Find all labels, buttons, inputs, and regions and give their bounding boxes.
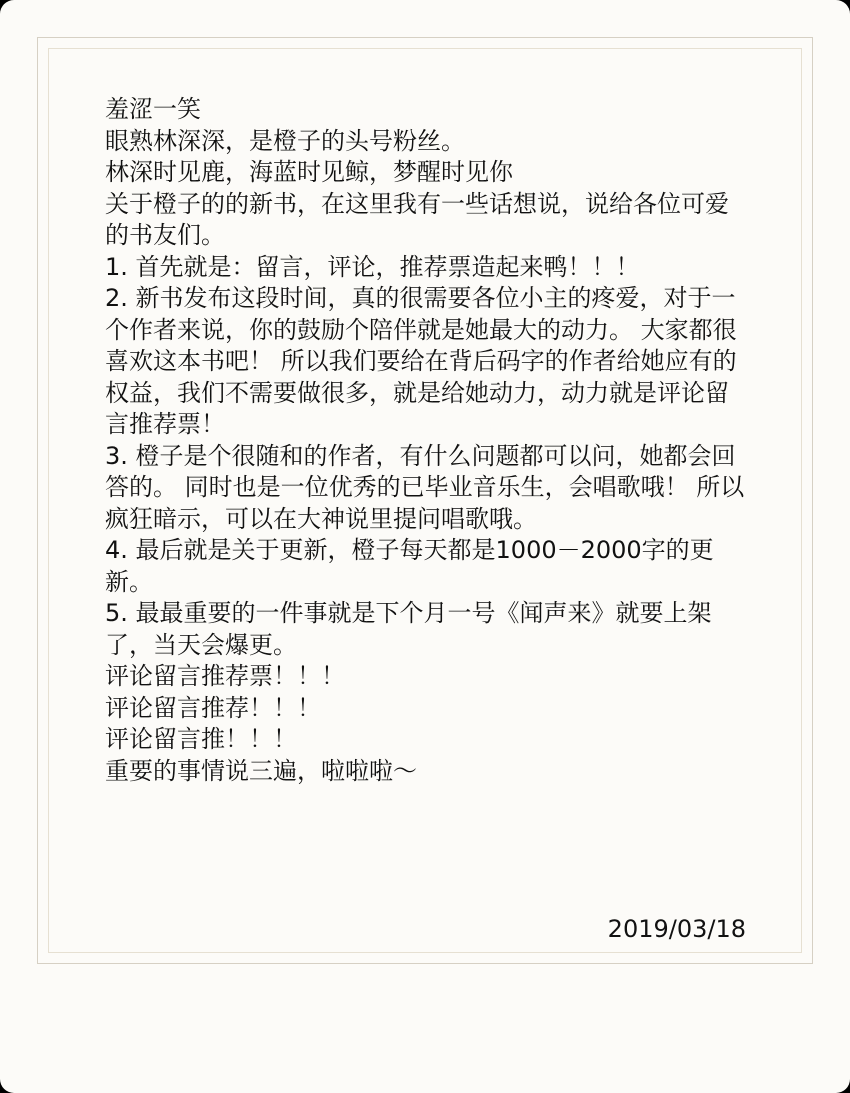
note-date: 2019/03/18 [607,915,746,943]
note-line: 重要的事情说三遍，啦啦啦～ [105,756,417,785]
note-line: 1. 首先就是：留言，评论，推荐票造起来鸭！！！ [105,252,640,281]
note-line: 关于橙子的的新书，在这里我有一些话想说，说给各位可爱的书友们。 [105,189,729,249]
note-line: 评论留言推荐！！！ [105,693,321,722]
note-line: 5. 最最重要的一件事就是下个月一号《闻声来》就要上架了，当天会爆更。 [105,599,712,659]
note-line: 林深时见鹿，海蓝时见鲸，梦醒时见你 [105,158,513,186]
note-line: 3. 橙子是个很随和的作者，有什么问题都可以问，她都会回答的。 同时也是一位优秀的已毕业音乐生，会唱歌哦！ 所以疯狂暗示，可以在大神说里提问唱歌哦。 [105,441,745,533]
note-line: 2. 新书发布这段时间，真的很需要各位小主的疼爱，对于一个作者来说，你的鼓励个陪伴就是她最大的动力。 大家都很喜欢这本书吧！ 所以我们要给在背后码字的作者给她应有的权益，我们不需要做很多，就是给她动力，动力就是评论留言推荐票！ [105,284,737,438]
note-line: 4. 最后就是关于更新，橙子每天都是1000－2000字的更新。 [105,536,714,596]
note-line: 评论留言推荐票！！！ [105,662,345,690]
note-body [105,94,750,787]
note-line: 评论留言推！！！ [105,725,297,753]
note-line: 羞涩一笑 [105,95,201,123]
note-line: 眼熟林深深，是橙子的头号粉丝。 [105,126,465,155]
